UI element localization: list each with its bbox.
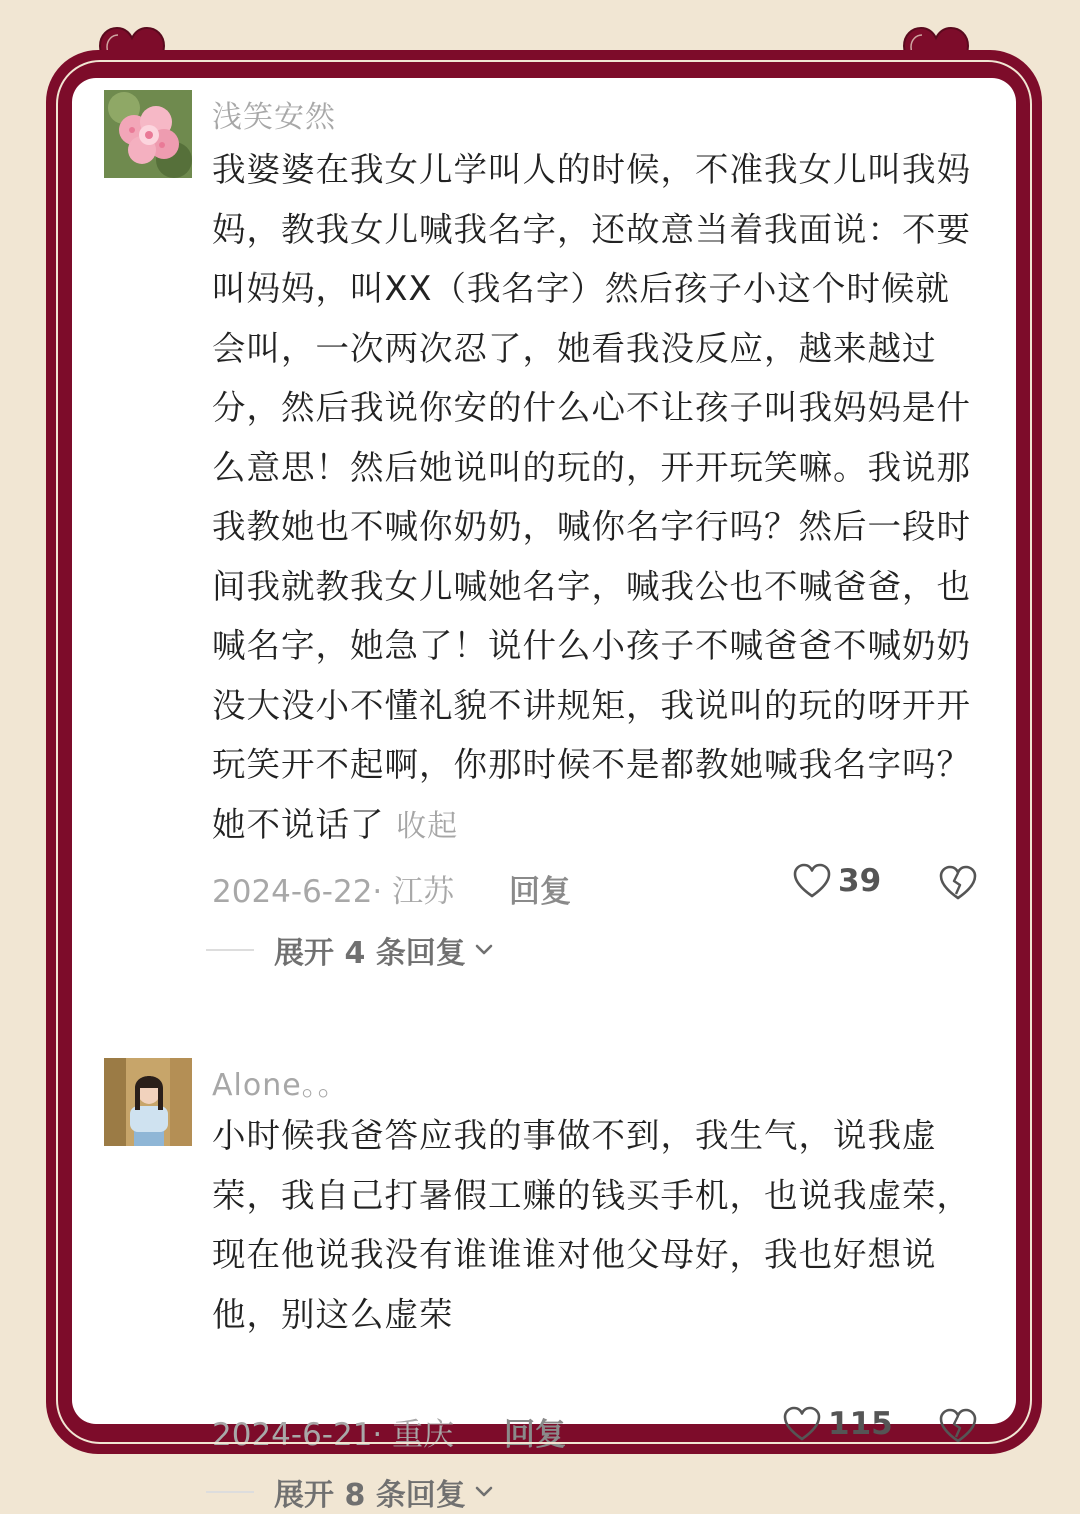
username[interactable]: Alone。。: [212, 1068, 349, 1103]
comment-text: 小时候我爸答应我的事做不到，我生气，说我虚荣，我自己打暑假工赚的钱买手机，也说我虚荣，现在他说我没有谁谁谁对他父母好，我也好想说他，别这么虚荣: [212, 1116, 971, 1334]
heart-outline-icon: [792, 862, 832, 900]
date-location: 2024-6-22· 江苏: [212, 874, 455, 910]
broken-heart-icon[interactable]: [938, 864, 978, 902]
comment-body: 我婆婆在我女儿学叫人的时候，不准我女儿叫我妈妈，教我女儿喊我名字，还故意当着我面说：不要叫妈妈，叫XX（我名字）然后孩子小这个时候就会叫，一次两次忍了，她看我没反应，越来越过分，然后我说你安的什么心不让孩子叫我妈妈是什么意思！然后她说叫的玩的，开开玩笑嘛。我说那我教她也不喊你奶奶，喊你名字行吗？然后一段时间我就教我女儿喊她名字，喊我公也不喊爸爸，也喊名字，她急了！说什么小孩子不喊爸爸不喊奶奶没大没小不懂礼貌不讲规矩，我说叫的玩的呀开开玩笑开不起啊，你那时候不是都教她喊我名字吗？她不说话了: [212, 150, 971, 844]
like-button[interactable]: [782, 1405, 893, 1443]
divider-line: [206, 1491, 254, 1493]
expand-replies-label: 展开 8 条回复: [274, 1478, 466, 1513]
broken-heart-icon[interactable]: [938, 1407, 978, 1445]
user-avatar[interactable]: [104, 1058, 192, 1146]
comment-text: [212, 140, 972, 856]
username[interactable]: 浅笑安然: [212, 100, 336, 135]
reply-button[interactable]: 回复: [509, 874, 571, 910]
like-count: 39: [838, 863, 882, 899]
comment-meta: [212, 862, 996, 910]
comment-meta: [212, 1405, 996, 1453]
reply-button[interactable]: 回复: [504, 1417, 566, 1453]
heart-outline-icon: [782, 1405, 822, 1443]
pink-flower-avatar-icon: [104, 90, 192, 178]
expand-replies-button[interactable]: [206, 1472, 494, 1512]
date-location: 2024-6-21· 重庆: [212, 1417, 455, 1453]
like-button[interactable]: [792, 862, 881, 900]
comment-card: [72, 78, 1016, 1513]
chevron-down-icon: [474, 943, 494, 957]
like-count: 115: [828, 1406, 893, 1442]
expand-replies-label: 展开 4 条回复: [274, 936, 466, 971]
user-avatar[interactable]: [104, 90, 192, 178]
expand-replies-button[interactable]: [206, 930, 494, 970]
girl-photo-avatar-icon: [104, 1058, 192, 1146]
divider-line: [206, 949, 254, 951]
collapse-link[interactable]: 收起: [396, 808, 459, 844]
chevron-down-icon: [474, 1485, 494, 1499]
decorative-frame: [46, 50, 1042, 1513]
